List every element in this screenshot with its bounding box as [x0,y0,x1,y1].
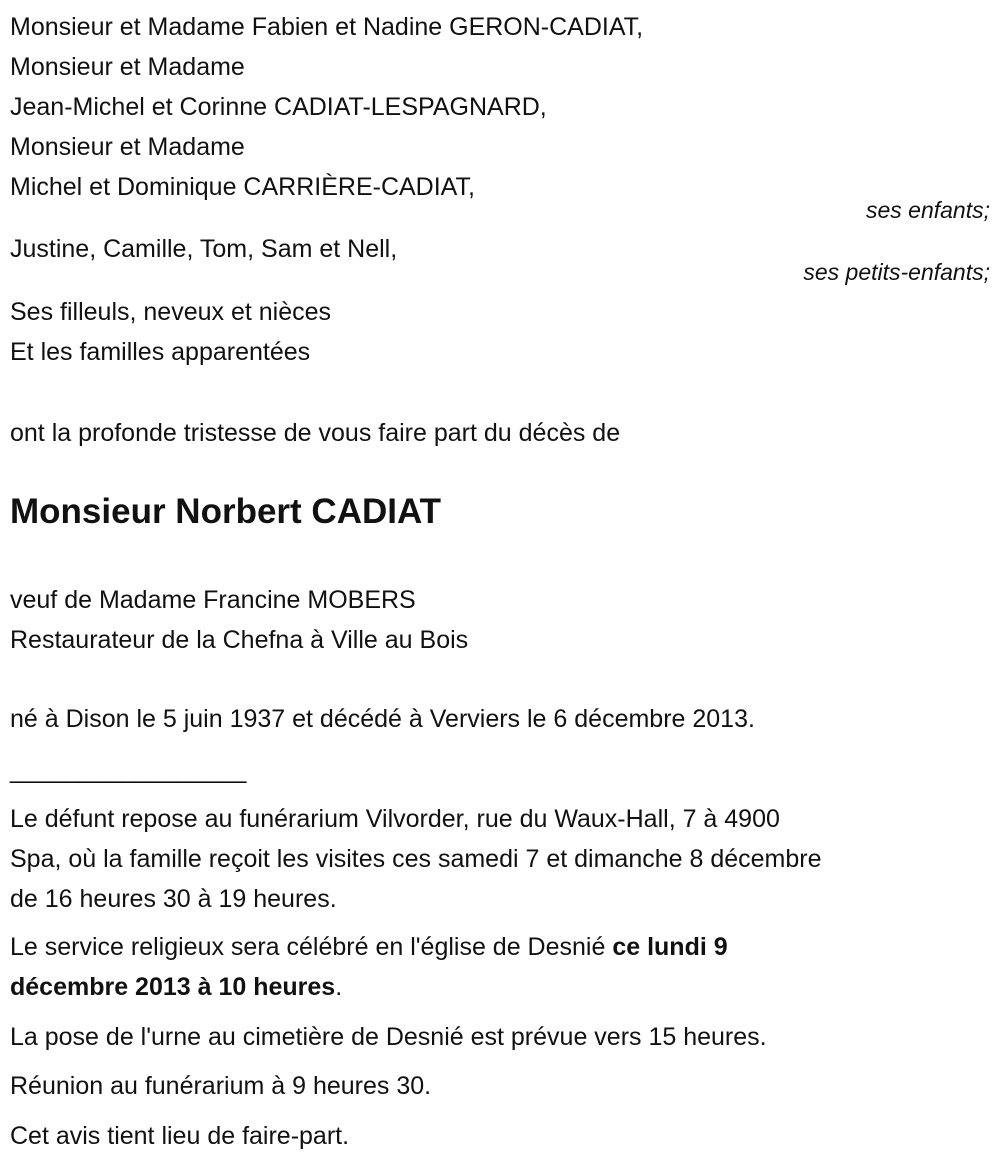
children-role: ses enfants; [865,197,990,223]
service-line [10,972,342,1002]
separator: _________________ [10,756,247,784]
service-date-bold: ce lundi 9 [612,933,728,961]
others-line: Ses filleuls, neveux et nièces [10,298,332,326]
urn-line: La pose de l'urne au cimetière de Desnié est prévue vers 15 heures. [10,1023,767,1051]
widower-line: veuf de Madame Francine MOBERS [10,586,416,614]
family-line: Monsieur et Madame [10,53,245,81]
service-date-bold: décembre 2013 à 10 heures [10,973,336,1001]
notice-line: Cet avis tient lieu de faire-part. [10,1122,350,1150]
dates-line: né à Dison le 5 juin 1937 et décédé à Verviers le 6 décembre 2013. [10,705,755,733]
family-line: Monsieur et Madame [10,133,245,161]
service-text: Le service religieux sera célébré en l'église de Desnié [10,933,613,961]
service-suffix: . [335,973,343,1001]
family-line: Michel et Dominique CARRIÈRE-CADIAT, [10,173,475,201]
grandchildren-line: Justine, Camille, Tom, Sam et Nell, [10,235,398,263]
occupation-line: Restaurateur de la Chefna à Ville au Bois [10,626,469,654]
announcement: ont la profonde tristesse de vous faire part du décès de [10,419,621,447]
viewing-line: Le défunt repose au funérarium Vilvorder, rue du Waux-Hall, 7 à 4900 [10,805,780,833]
grandchildren-role: ses petits-enfants; [803,259,990,285]
deceased-name: Monsieur Norbert CADIAT [10,492,442,531]
others-line: Et les familles apparentées [10,338,311,366]
family-line: Jean-Michel et Corinne CADIAT-LESPAGNARD, [10,93,547,121]
viewing-line: Spa, où la famille reçoit les visites ces samedi 7 et dimanche 8 décembre [10,845,822,873]
family-line: Monsieur et Madame Fabien et Nadine GERON-CADIAT, [10,13,644,41]
meeting-line: Réunion au funérarium à 9 heures 30. [10,1072,432,1100]
service-line [10,932,728,962]
viewing-line: de 16 heures 30 à 19 heures. [10,885,337,913]
